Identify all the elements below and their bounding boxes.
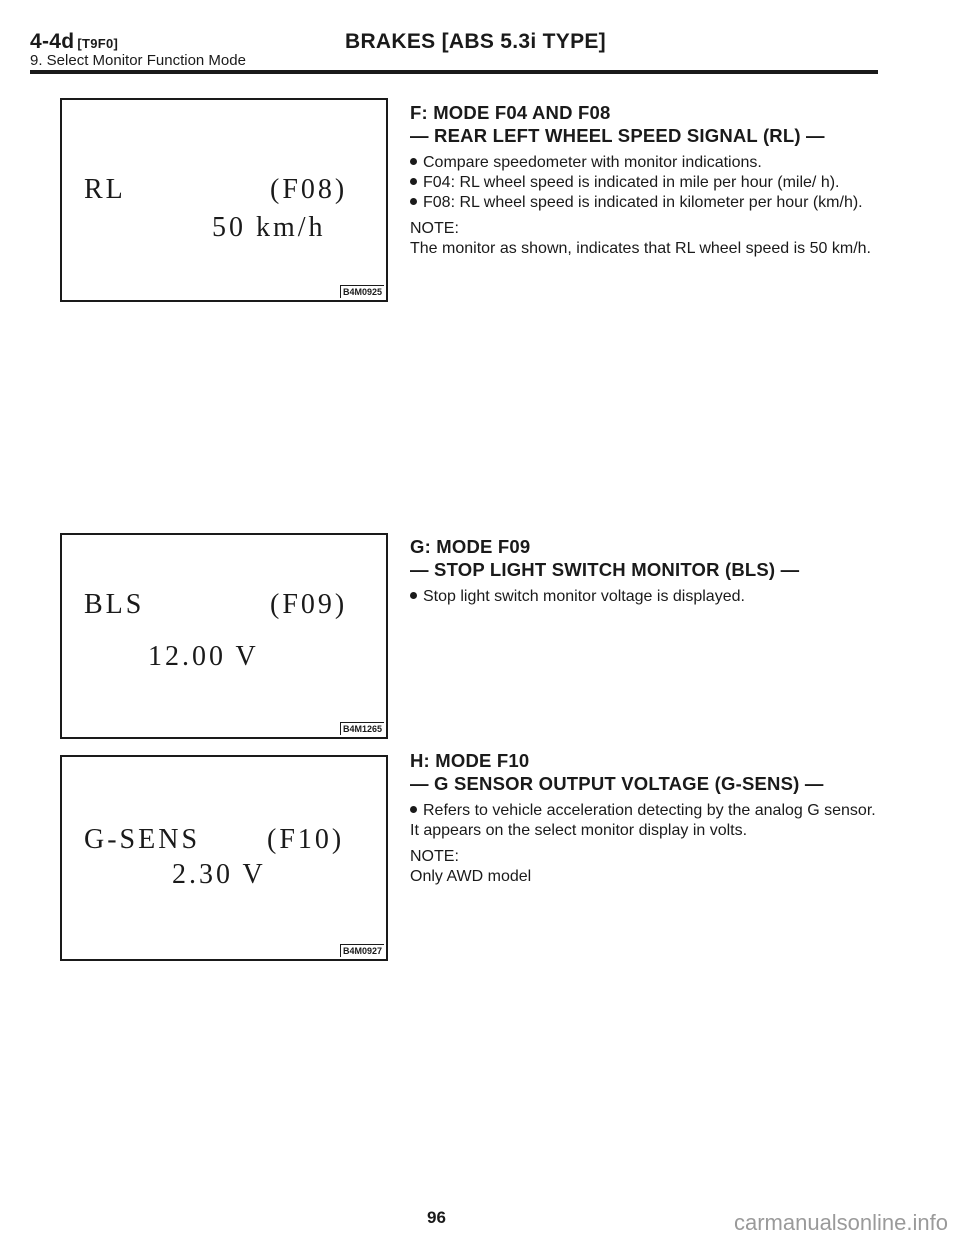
bullet-icon (410, 158, 417, 165)
bullet-icon (410, 592, 417, 599)
monitor-value: 50 km/h (212, 212, 326, 243)
bullet-item: Compare speedometer with monitor indications. (410, 153, 880, 173)
monitor-display-bls (60, 533, 388, 739)
watermark: carmanualsonline.info (733, 1210, 948, 1235)
section-f (410, 101, 880, 259)
page-subtitle: 9. Select Monitor Function Mode (30, 52, 246, 69)
section-code: [T9F0] (77, 36, 119, 51)
section-subheading: — G SENSOR OUTPUT VOLTAGE (G-SENS) — (410, 773, 824, 794)
bullet-item: Refers to vehicle acceleration detecting by the analog G sensor. It appears on the select monitor display in volts. (410, 802, 876, 839)
monitor-label: RL (84, 174, 126, 205)
header-divider (30, 70, 878, 74)
section-number: 4-4d [T9F0] (30, 30, 119, 53)
bullet-icon (410, 178, 417, 185)
note-text: Only AWD model (410, 868, 532, 885)
bullet-item: F08: RL wheel speed is indicated in kilometer per hour (km/h). (410, 193, 880, 213)
monitor-display-g-sens (60, 755, 388, 961)
note-text: The monitor as shown, indicates that RL wheel speed is 50 km/h. (410, 240, 871, 257)
figure-code: B4M0927 (340, 944, 384, 957)
section-subheading: — REAR LEFT WHEEL SPEED SIGNAL (RL) — (410, 125, 825, 146)
section-h (410, 749, 880, 887)
figure-code: B4M1265 (340, 722, 384, 735)
monitor-label: BLS (84, 589, 145, 620)
monitor-value: 12.00 V (148, 641, 259, 672)
monitor-mode: (F10) (267, 824, 345, 855)
note-label: NOTE: (410, 848, 459, 865)
bullet-icon (410, 198, 417, 205)
page-number: 96 (427, 1208, 446, 1227)
monitor-display-rl (60, 98, 388, 302)
section-g (410, 535, 880, 607)
section-heading: G: MODE F09 (410, 536, 531, 557)
monitor-mode: (F09) (270, 589, 348, 620)
page-title: BRAKES [ABS 5.3i TYPE] (345, 30, 606, 53)
note-label: NOTE: (410, 220, 459, 237)
section-subheading: — STOP LIGHT SWITCH MONITOR (BLS) — (410, 559, 800, 580)
bullet-icon (410, 806, 417, 813)
monitor-mode: (F08) (270, 174, 348, 205)
monitor-label: G-SENS (84, 824, 201, 855)
section-heading: F: MODE F04 AND F08 (410, 102, 611, 123)
section-heading: H: MODE F10 (410, 750, 530, 771)
bullet-item: F04: RL wheel speed is indicated in mile per hour (mile/ h). (410, 173, 880, 193)
monitor-value: 2.30 V (172, 859, 266, 890)
figure-code: B4M0925 (340, 285, 384, 298)
bullet-item: Stop light switch monitor voltage is displayed. (410, 587, 880, 607)
